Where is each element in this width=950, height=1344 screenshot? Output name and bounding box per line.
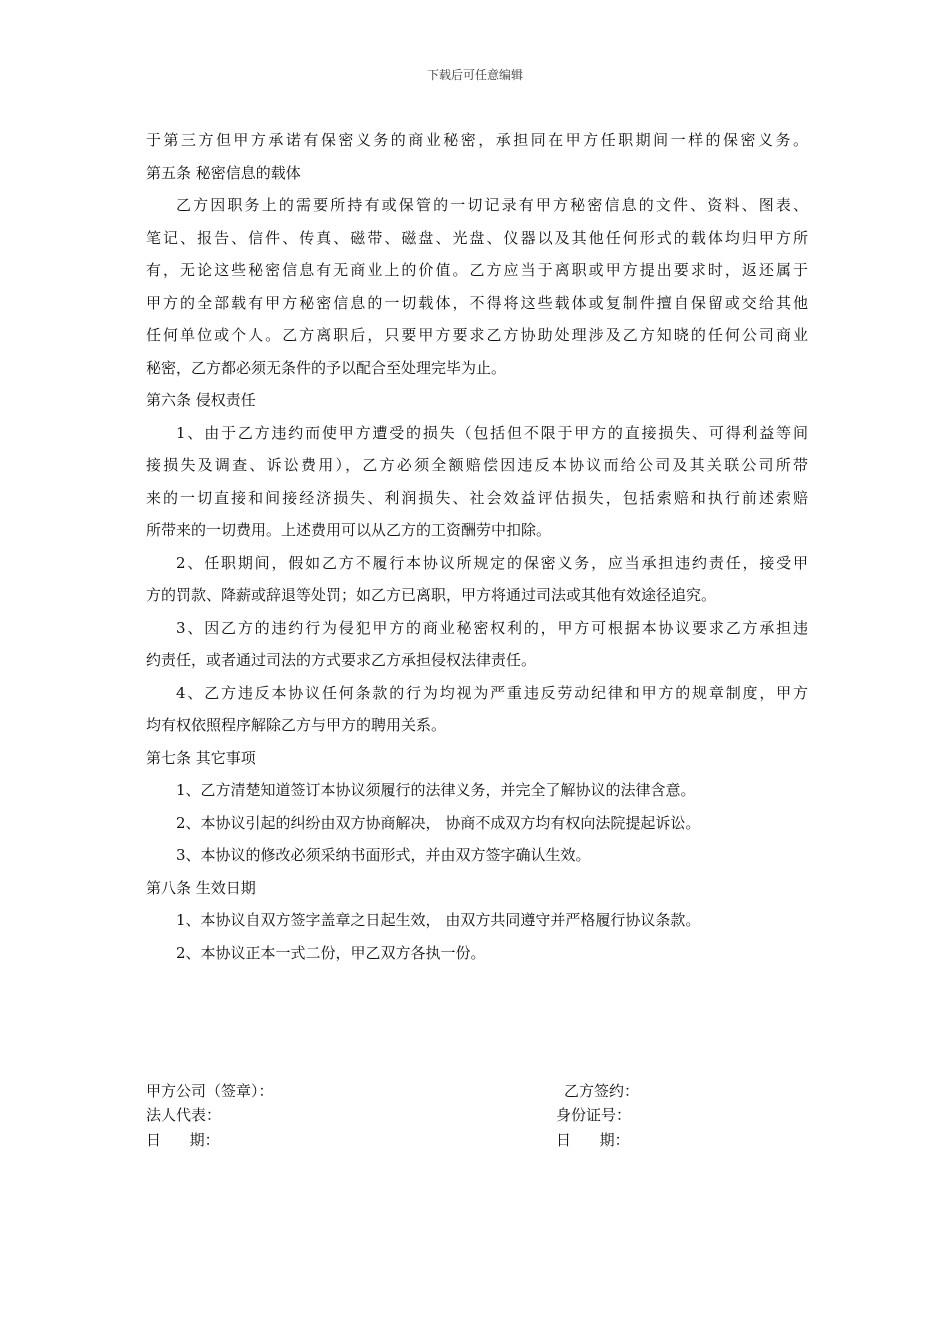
paragraph-line: 于第三方但甲方承诺有保密义务的商业秘密，承担同在甲方任职期间一样的保密义务。 xyxy=(146,131,808,149)
legal-rep-label: 法人代表： xyxy=(146,1106,222,1124)
paragraph-line: 2、本协议正本一式二份，甲乙双方各执一份。 xyxy=(176,943,486,962)
paragraph-line: 所带来的一切费用。上述费用可以从乙方的工资酬劳中扣除。 xyxy=(146,521,552,539)
paragraph-line: 3、本协议的修改必须采纳书面形式，并由双方签字确认生效。 xyxy=(176,846,591,864)
paragraph-line: 秘密，乙方都必须无条件的予以配合至处理完毕为止。 xyxy=(146,358,507,377)
header-note: 下载后可任意编辑 xyxy=(426,68,523,82)
paragraph-line: 1、乙方清楚知道签订本协议须履行的法律义务，并完全了解协议的法律含意。 xyxy=(176,781,696,799)
paragraph-line: 约责任，或者通过司法的方式要求乙方承担侵权法律责任。 xyxy=(146,651,537,669)
paragraph-line: 2、任职期间，假如乙方不履行本协议所规定的保密义务，应当承担违约责任，接受甲 xyxy=(176,553,808,572)
party-b-sign-label: 乙方签约： xyxy=(564,1082,640,1100)
date-b-label: 日 期： xyxy=(556,1131,630,1149)
paragraph-line: 3、因乙方的违约行为侵犯甲方的商业秘密权利的，甲方可根据本协议要求乙方承担违 xyxy=(176,618,808,637)
paragraph-line: 来的一切直接和间接经济损失、利润损失、社会效益评估损失，包括索赔和执行前述索赔 xyxy=(146,488,808,507)
article-5-heading: 第五条 秘密信息的载体 xyxy=(146,163,301,182)
article-6-heading: 第六条 侵权责任 xyxy=(146,391,256,409)
paragraph-line: 4、乙方违反本协议任何条款的行为均视为严重违反劳动纪律和甲方的规章制度，甲方 xyxy=(176,683,808,702)
paragraph-line: 1、本协议自双方签字盖章之日起生效， 由双方共同遵守并严格履行协议条款。 xyxy=(176,911,701,929)
id-number-label: 身份证号： xyxy=(556,1106,632,1124)
paragraph-line: 方的罚款、降薪或辞退等处罚；如乙方已离职，甲方将通过司法或其他有效途径追究。 xyxy=(146,586,717,604)
article-7-heading: 第七条 其它事项 xyxy=(146,748,256,767)
paragraph-line: 有，无论这些秘密信息有无商业上的价值。乙方应当于离职或甲方提出要求时，返还属于 xyxy=(146,261,808,279)
party-a-company-label: 甲方公司（签章）： xyxy=(146,1082,274,1100)
paragraph-line: 均有权依照程序解除乙方与甲方的聘用关系。 xyxy=(146,716,447,734)
paragraph-line: 甲方的全部载有甲方秘密信息的一切载体，不得将这些载体或复制件擅自保留或交给其他 xyxy=(146,293,808,312)
paragraph-line: 笔记、报告、信件、传真、磁带、磁盘、光盘、仪器以及其他任何形式的载体均归甲方所 xyxy=(146,228,808,247)
date-a-label: 日 期： xyxy=(146,1131,220,1149)
paragraph-line: 接损失及调查、诉讼费用），乙方必须全额赔偿因违反本协议而给公司及其关联公司所带 xyxy=(146,456,808,474)
document-body xyxy=(146,124,808,969)
paragraph-line: 乙方因职务上的需要所持有或保管的一切记录有甲方秘密信息的文件、资料、图表、 xyxy=(176,196,808,214)
paragraph-line: 任何单位或个人。乙方离职后，只要甲方要求乙方协助处理涉及乙方知晓的任何公司商业 xyxy=(146,326,808,344)
paragraph-line: 1、由于乙方违约而使甲方遭受的损失（包括但不限于甲方的直接损失、可得利益等间 xyxy=(176,423,808,442)
paragraph-line: 2、本协议引起的纠纷由双方协商解决， 协商不成双方均有权向法院提起诉讼。 xyxy=(176,813,701,832)
article-8-heading: 第八条 生效日期 xyxy=(146,878,256,897)
